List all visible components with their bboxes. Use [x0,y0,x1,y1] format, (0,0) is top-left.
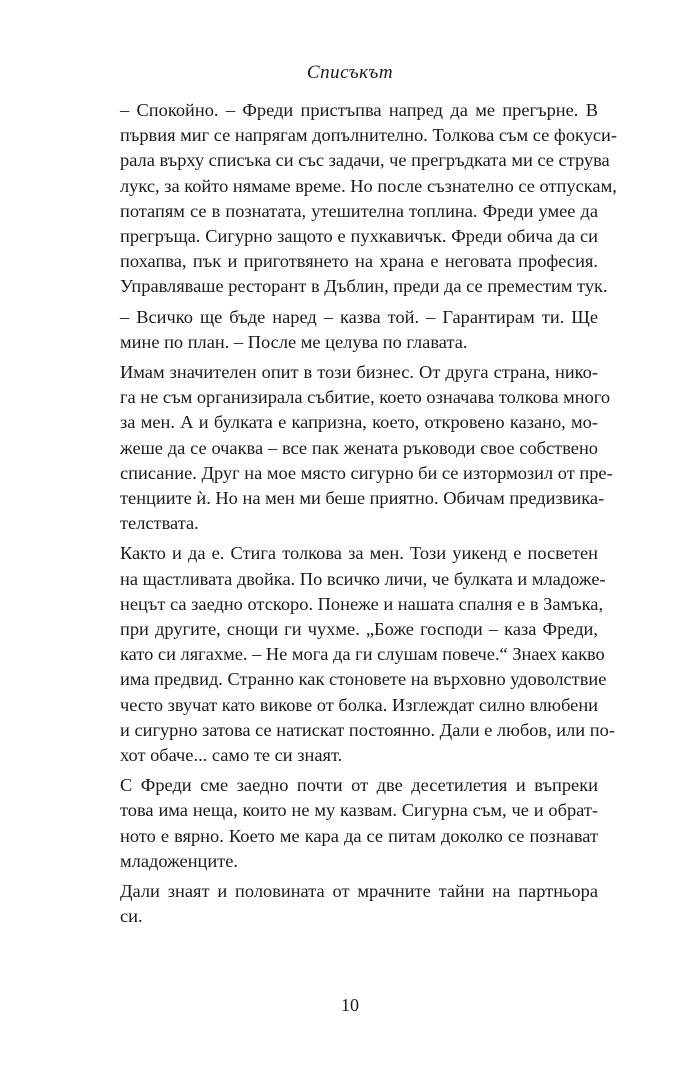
paragraph [102,305,598,355]
paragraph [102,773,598,874]
text-line: това има неща, които не му казвам. Сигурна съм, че и обрат- [120,800,598,821]
paragraph [102,879,598,929]
text-line: Имам значителен опит в този бизнес. От друга страна, нико- [120,362,598,383]
text-line: и сигурно затова се натискат постоянно. Дали е любов, или по- [120,719,615,740]
running-head: Списъкът [306,62,394,83]
text-line: С Фреди сме заедно почти от две десетилетия и въпреки [120,775,598,796]
text-line: Дали знаят и половината от мрачните тайни на партньора [120,881,598,902]
paragraph [102,98,618,300]
paragraph [102,360,613,536]
text-line: мине по план. – После ме целува по главата. [120,331,468,352]
text-line: тенциите ѝ. Но на мен ми беше приятно. Обичам предизвика- [120,488,605,509]
text-line: рала върху списъка си със задачи, че прегръдката ми се струва [120,150,610,171]
text-line: Както и да е. Стига толкова за мен. Този уикенд е посветен [120,543,598,564]
text-line: списание. Друг на мое място сигурно би се изтормозил от пре- [120,462,613,483]
text-line: първия миг се напрягам допълнително. Толкова съм се фокуси- [120,125,618,146]
text-line: Управляваше ресторант в Дъблин, преди да се преместим тук. [120,276,608,297]
text-line: си. [120,906,143,927]
text-line: хот обаче... само те си знаят. [120,745,343,766]
page-number: 10 [341,995,359,1015]
text-line: младоженците. [120,850,239,871]
body-text [102,98,618,935]
text-line: нецът са заедно отскоро. Понеже и нашата спалня е в Замъка, [120,593,604,614]
text-line: жеше да се очаква – все пак жената ръководи свое собствено [120,437,598,458]
text-line: – Всичко ще бъде наред – казва той. – Гарантирам ти. Ще [120,306,598,327]
text-line: на щастливата двойка. По всичко личи, че булката и младоже- [120,568,606,589]
text-line: похапва, пък и приготвянето на храна е неговата професия. [120,251,598,272]
text-line: за мен. А и булката е капризна, което, откровено казано, мо- [120,412,598,433]
text-line: потапям се в познатата, утешителна топлина. Фреди умее да [120,200,598,221]
text-line: га не съм организирала събитие, което означава толкова много [120,387,611,408]
text-line: често звучат като викове от болка. Изглеждат силно влюбени [120,694,598,715]
text-line: ното е вярно. Което ме кара да се питам доколко се познават [120,825,598,846]
text-line: телствата. [120,513,199,534]
text-line: – Спокойно. – Фреди пристъпва напред да ме прегърне. В [120,100,598,120]
text-line: прегръща. Сигурно защото е пухкавичък. Фреди обича да си [120,226,598,247]
text-line: при другите, снощи ги чухме. „Боже господи – каза Фреди, [120,619,598,640]
text-line: има предвид. Странно как стоновете на върховно удоволствие [120,669,607,690]
text-line: като си лягахме. – Не мога да ги слушам повече.“ Знаех какво [120,644,605,665]
text-line: лукс, за който нямаме време. Но после съзнателно се отпускам, [120,175,617,196]
paragraph [102,541,615,768]
